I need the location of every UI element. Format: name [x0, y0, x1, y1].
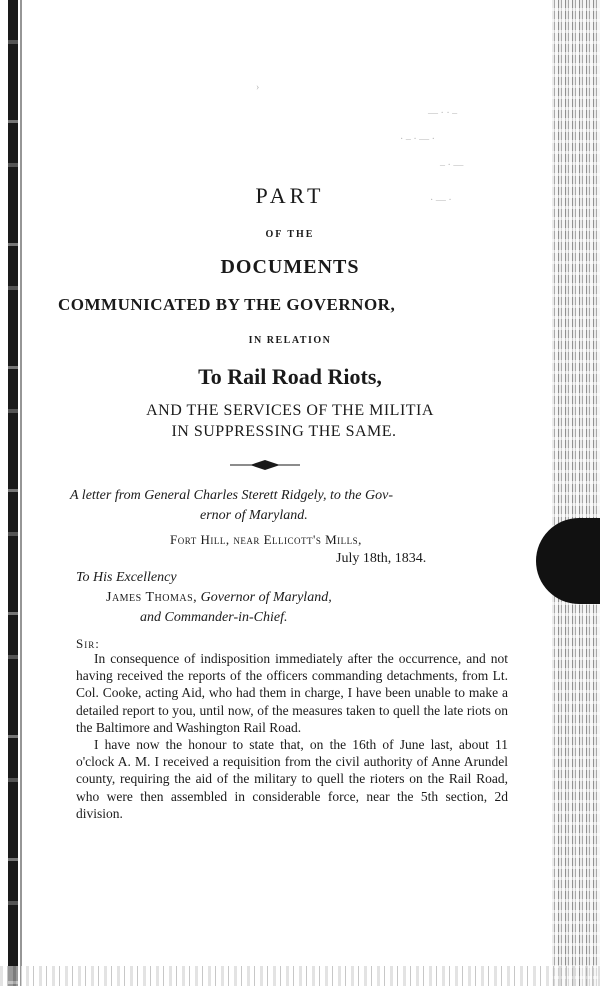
bleed-through-mark: – · — — [440, 160, 464, 171]
bleed-through-mark: · – · — · — [400, 134, 435, 145]
bleed-through-mark: › — [256, 82, 260, 93]
body-paragraph-2: I have now the honour to state that, on the 16th of June last, about 11 o'clock A. M. I received a requisition from the civil authority of Anne Arundel county, requiring the aid of the military to quell the rioters on the Rail Road, who were then assembled in considerable force, near the 5th section, 2d division. — [76, 737, 508, 821]
binding-shadow-line — [20, 0, 22, 986]
letter-intro-line2: ernor of Maryland. — [200, 508, 308, 523]
letter-place: Fort Hill, near Ellicott's Mills, — [170, 532, 362, 547]
heading-services-line1: AND THE SERVICES OF THE MILITIA — [146, 402, 434, 419]
bleed-through-mark: · — · — [430, 195, 452, 206]
body-paragraph-1: In consequence of indisposition immediately after the occurrence, and not having received the reports of the officers commanding detachments, from Lt. Col. Cooke, acting Aid, who had them in charge, I have been unable to make a detailed report to you, until now, of the measures taken to quell the late riots on the Baltimore and Washington Rail Road. — [76, 651, 508, 735]
recipient-name: James Thomas, — [106, 590, 198, 605]
address-line-3: and Commander-in-Chief. — [140, 610, 288, 625]
letter-intro — [70, 486, 500, 526]
scan-artifact-blot — [536, 518, 600, 604]
heading-documents: DOCUMENTS — [220, 256, 360, 278]
bleed-through-mark: — · · – — [428, 108, 458, 119]
heading-part: PART — [255, 183, 325, 208]
adjacent-page-shading — [552, 0, 600, 986]
heading-of-the: OF THE — [265, 229, 315, 240]
divider-ornament — [230, 458, 300, 472]
heading-communicated: COMMUNICATED BY THE GOVERNOR, — [58, 295, 396, 314]
address-line-2 — [106, 590, 332, 606]
page-binding-edge — [8, 0, 18, 986]
letter-date: July 18th, 1834. — [336, 551, 427, 566]
heading-in-relation: IN RELATION — [248, 335, 332, 346]
address-line-1: To His Excellency — [76, 570, 177, 585]
heading-services-line2: IN SUPPRESSING THE SAME. — [171, 423, 397, 440]
letter-body — [76, 650, 508, 822]
recipient-title: Governor of Maryland, — [200, 590, 332, 605]
salutation: Sir: — [76, 636, 100, 651]
document-page — [40, 0, 540, 986]
heading-subject: To Rail Road Riots, — [198, 364, 382, 389]
letter-intro-line1: A letter from General Charles Sterett Ridgely, to the Gov- — [70, 488, 393, 503]
